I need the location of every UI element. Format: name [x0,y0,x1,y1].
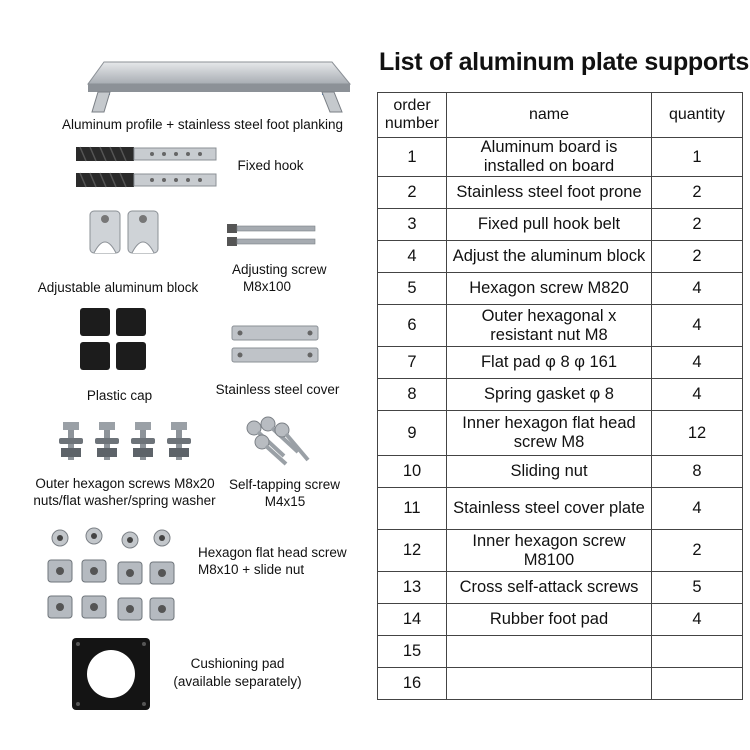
cell-qty: 4 [652,273,743,305]
block-caption: Adjustable aluminum block [37,280,199,295]
cell-no: 3 [378,209,447,241]
hex-screw-caption-line1: Outer hexagon screws M8x20 [35,476,215,491]
cell-name [447,636,652,668]
aluminum-block-illustration [88,205,168,257]
self-tapping-screw-illustration [240,416,312,466]
cell-no: 16 [378,668,447,700]
cell-name: Flat pad φ 8 φ 161 [447,347,652,379]
table-row [378,379,743,411]
plastic-cap-illustration [78,306,150,372]
cell-no: 8 [378,379,447,411]
cushioning-pad-icon [70,636,152,712]
cell-qty: 4 [652,305,743,347]
cell-name: Fixed pull hook belt [447,209,652,241]
table-row [378,177,743,209]
cell-no: 4 [378,241,447,273]
cell-qty [652,668,743,700]
table-row [378,456,743,488]
fixed-hook-icon [72,143,222,195]
cell-qty: 2 [652,177,743,209]
table-row [378,273,743,305]
adjusting-screw-caption-line2: M8x100 [243,279,292,294]
cell-name: Cross self-attack screws [447,572,652,604]
steel-cover-caption: Stainless steel cover [215,382,340,397]
flat-head-screw-icon [44,528,184,624]
self-tapping-screw-icon [240,416,312,466]
self-tapping-caption-line1: Self-tapping screw [228,477,341,492]
hex-screw-caption-line2: nuts/flat washer/spring washer [33,493,216,508]
table-row [378,138,743,177]
table-row [378,572,743,604]
cell-name: Aluminum board is installed on board [447,138,652,177]
self-tapping-caption-line2: M4x15 [264,494,306,509]
cushioning-pad-illustration [70,636,152,712]
table-row [378,411,743,456]
cell-name: Rubber foot pad [447,604,652,636]
cell-name: Outer hexagonal x resistant nut M8 [447,305,652,347]
cushioning-pad-caption-line1: Cushioning pad [190,656,285,671]
cell-qty: 1 [652,138,743,177]
adjusting-screw-icon [225,222,317,248]
cell-qty: 4 [652,488,743,530]
cell-name: Stainless steel foot prone [447,177,652,209]
cell-name: Sliding nut [447,456,652,488]
cell-qty: 4 [652,347,743,379]
cell-name: Spring gasket φ 8 [447,379,652,411]
cushioning-pad-caption-line2: (available separately) [173,674,302,689]
table-header-row [378,93,743,138]
cell-name: Inner hexagon flat head screw M8 [447,411,652,456]
cell-no: 7 [378,347,447,379]
cell-qty: 2 [652,530,743,572]
cell-name [447,668,652,700]
cell-qty: 5 [652,572,743,604]
table-row [378,209,743,241]
cell-no: 10 [378,456,447,488]
cell-no: 9 [378,411,447,456]
cell-no: 1 [378,138,447,177]
cell-qty: 2 [652,209,743,241]
cell-no: 2 [378,177,447,209]
cell-qty: 4 [652,604,743,636]
steel-cover-icon [230,324,320,366]
plastic-cap-icon [78,306,150,372]
flat-head-caption-line2: M8x10 + slide nut [198,562,305,577]
page-title: List of aluminum plate supports [379,48,749,76]
table-row [378,488,743,530]
parts-list-table [377,92,743,700]
fixed-hook-illustration [72,143,222,195]
cell-name: Inner hexagon screw M8100 [447,530,652,572]
aluminum-board-icon [82,58,352,120]
cell-no: 6 [378,305,447,347]
cell-no: 5 [378,273,447,305]
table-row [378,530,743,572]
hex-screw-illustration [55,420,195,466]
hex-screw-icon [55,420,195,466]
cell-qty: 12 [652,411,743,456]
flat-head-caption-line1: Hexagon flat head screw [198,545,347,560]
adjusting-screw-caption-line1: Adjusting screw [232,262,327,277]
cell-name: Adjust the aluminum block [447,241,652,273]
cell-no: 15 [378,636,447,668]
cell-qty: 2 [652,241,743,273]
hook-caption: Fixed hook [237,158,304,173]
aluminum-board-illustration [82,58,352,120]
adjusting-screw-illustration [225,222,317,248]
board-caption: Aluminum profile + stainless steel foot planking [61,117,344,132]
steel-cover-illustration [230,324,320,366]
cell-name: Hexagon screw M820 [447,273,652,305]
column-header: quantity [652,93,743,138]
flat-head-screw-illustration [44,528,184,624]
cell-no: 13 [378,572,447,604]
cell-qty: 8 [652,456,743,488]
column-header: order number [378,93,447,138]
table-row [378,347,743,379]
table-row [378,668,743,700]
cell-no: 14 [378,604,447,636]
cell-no: 11 [378,488,447,530]
cell-qty: 4 [652,379,743,411]
table-row [378,305,743,347]
table-row [378,636,743,668]
cell-qty [652,636,743,668]
table-row [378,604,743,636]
table-row [378,241,743,273]
column-header: name [447,93,652,138]
cell-no: 12 [378,530,447,572]
aluminum-block-icon [88,205,168,257]
cell-name: Stainless steel cover plate [447,488,652,530]
plastic-cap-caption: Plastic cap [86,388,153,403]
